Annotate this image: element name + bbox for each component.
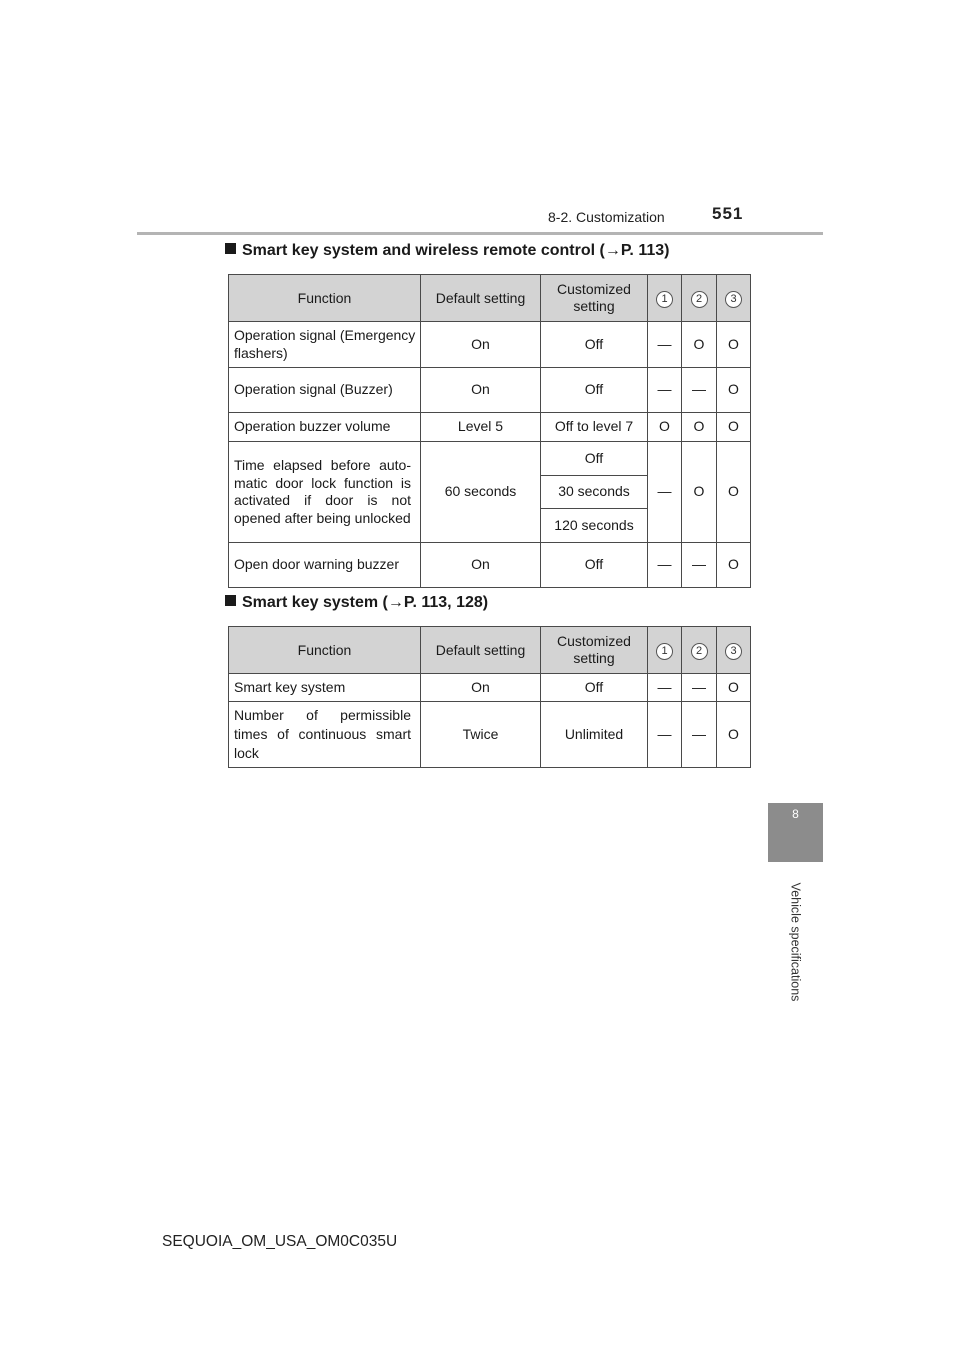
chapter-label: Vehicle specifications xyxy=(788,882,803,1002)
cell-c2: — xyxy=(682,702,717,768)
col-2 xyxy=(682,627,717,674)
cell-default: 60 seconds xyxy=(421,442,541,543)
section1-title xyxy=(225,242,669,260)
cell-default: On xyxy=(421,674,541,702)
section2-title xyxy=(225,594,488,612)
col-function: Function xyxy=(229,275,421,322)
cell-customized: Off to level 7 xyxy=(541,413,648,442)
cell-customized-option: 120 seconds xyxy=(541,509,648,543)
col-default: Default setting xyxy=(421,627,541,674)
cell-c1: — xyxy=(648,702,682,768)
col-1 xyxy=(648,627,682,674)
circled-3-icon: 3 xyxy=(725,291,742,308)
chapter-number: 8 xyxy=(792,807,799,821)
cell-c2: — xyxy=(682,368,717,413)
cell-c3: O xyxy=(717,702,751,768)
cell-customized: Off xyxy=(541,322,648,368)
col-default: Default setting xyxy=(421,275,541,322)
cell-default: Twice xyxy=(421,702,541,768)
cell-default: On xyxy=(421,368,541,413)
col-3 xyxy=(717,275,751,322)
table-header-row xyxy=(229,627,751,674)
circled-1-icon: 1 xyxy=(656,291,673,308)
cell-c1: — xyxy=(648,442,682,543)
cell-customized-option: Off xyxy=(541,442,648,476)
cell-function: Operation signal (Buzzer) xyxy=(229,368,421,413)
chapter-tab xyxy=(768,803,823,862)
circled-1-icon: 1 xyxy=(656,643,673,660)
header-rule xyxy=(137,232,823,235)
table-row xyxy=(229,413,751,442)
cell-c3: O xyxy=(717,413,751,442)
cell-default: Level 5 xyxy=(421,413,541,442)
col-2 xyxy=(682,275,717,322)
cell-function: Open door warning buzzer xyxy=(229,543,421,588)
cell-c3: O xyxy=(717,674,751,702)
cell-c3: O xyxy=(717,543,751,588)
square-bullet-icon xyxy=(225,243,236,254)
document-code: SEQUOIA_OM_USA_OM0C035U xyxy=(162,1233,398,1250)
circled-2-icon: 2 xyxy=(691,291,708,308)
cell-c2: — xyxy=(682,674,717,702)
section2-title-text: Smart key system (→P. 113, 128) xyxy=(242,594,489,611)
section1-table xyxy=(228,274,751,588)
chapter-label-container xyxy=(768,862,823,1022)
cell-customized: Off xyxy=(541,543,648,588)
table-row xyxy=(229,702,751,768)
cell-c3: O xyxy=(717,322,751,368)
cell-function: Operation signal (Emergency flashers) xyxy=(229,322,421,368)
cell-function: Smart key system xyxy=(229,674,421,702)
cell-default: On xyxy=(421,322,541,368)
col-3 xyxy=(717,627,751,674)
col-customized: Customized setting xyxy=(541,627,648,674)
circled-3-icon: 3 xyxy=(725,643,742,660)
cell-c1: O xyxy=(648,413,682,442)
table-row xyxy=(229,322,751,368)
circled-2-icon: 2 xyxy=(691,643,708,660)
cell-default: On xyxy=(421,543,541,588)
cell-c2: O xyxy=(682,322,717,368)
cell-c3: O xyxy=(717,442,751,543)
table-row xyxy=(229,674,751,702)
cell-c1: — xyxy=(648,674,682,702)
cell-c3: O xyxy=(717,368,751,413)
col-customized: Customized setting xyxy=(541,275,648,322)
cell-c1: — xyxy=(648,368,682,413)
col-function: Function xyxy=(229,627,421,674)
cell-c1: — xyxy=(648,322,682,368)
cell-customized-option: 30 seconds xyxy=(541,476,648,509)
cell-customized: Unlimited xyxy=(541,702,648,768)
section2-table xyxy=(228,626,751,768)
cell-c1: — xyxy=(648,543,682,588)
table-row xyxy=(229,368,751,413)
section1-title-text: Smart key system and wireless remote control (→P. 113) xyxy=(242,242,670,259)
section-heading: 8-2. Customization xyxy=(548,209,665,225)
square-bullet-icon xyxy=(225,595,236,606)
page-number: 551 xyxy=(712,204,744,223)
cell-c2: — xyxy=(682,543,717,588)
cell-customized: Off xyxy=(541,368,648,413)
cell-c2: O xyxy=(682,413,717,442)
table-row xyxy=(229,543,751,588)
cell-c2: O xyxy=(682,442,717,543)
table-header-row xyxy=(229,275,751,322)
table-row xyxy=(229,442,751,476)
cell-function: Time elapsed before auto-matic door lock function is activated if door is not opened after being unlocked xyxy=(229,442,421,543)
col-1 xyxy=(648,275,682,322)
cell-function: Operation buzzer volume xyxy=(229,413,421,442)
cell-customized: Off xyxy=(541,674,648,702)
cell-function: Number of permissible times of continuous smart lock xyxy=(229,702,421,768)
